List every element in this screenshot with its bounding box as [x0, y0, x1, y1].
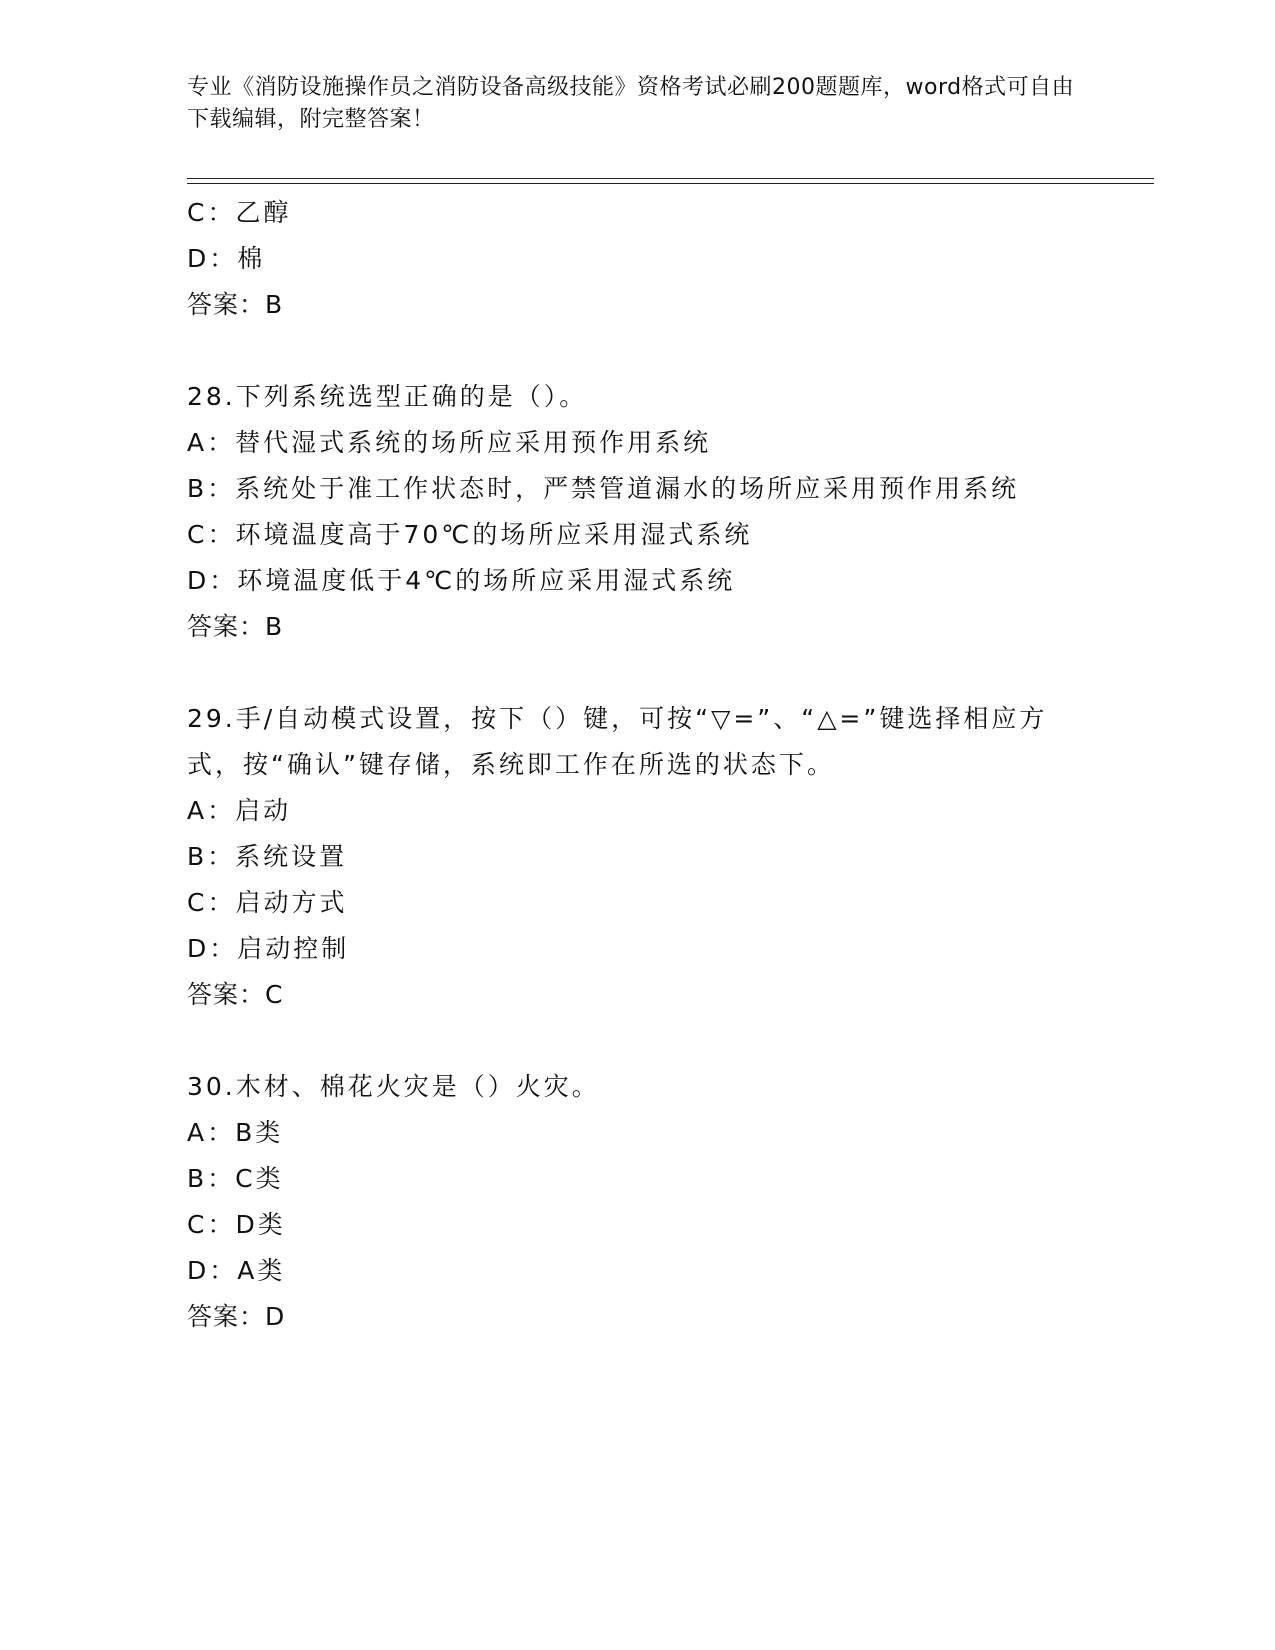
- spacer: [187, 1018, 1147, 1064]
- question-30: [187, 1064, 1147, 1340]
- question-list: [187, 190, 1147, 1340]
- answer-line: 答案：B: [187, 290, 284, 319]
- option-c: C：D类: [187, 1210, 286, 1239]
- option-a: A：启动: [187, 796, 292, 825]
- header-divider-top: [187, 178, 1154, 179]
- question-stem: 28.下列系统选型正确的是（）。: [187, 382, 588, 411]
- question-stem: 30.木材、棉花火灾是（）火灾。: [187, 1072, 600, 1101]
- question-28: [187, 374, 1147, 650]
- question-29: [187, 696, 1147, 1018]
- option-d: D：环境温度低于4℃的场所应采用湿式系统: [187, 566, 736, 595]
- question-27-continued: [187, 190, 1147, 328]
- option-d: D：A类: [187, 1256, 286, 1285]
- option-b: B：系统处于准工作状态时，严禁管道漏水的场所应采用预作用系统: [187, 474, 1020, 503]
- option-c: C：启动方式: [187, 888, 348, 917]
- answer-line: 答案：D: [187, 1302, 286, 1331]
- option-d: D：棉: [187, 244, 266, 273]
- option-a: A：替代湿式系统的场所应采用预作用系统: [187, 428, 712, 457]
- option-b: B：系统设置: [187, 842, 348, 871]
- spacer: [187, 328, 1147, 374]
- spacer: [187, 650, 1147, 696]
- option-c: C：乙醇: [187, 198, 292, 227]
- option-b: B：C类: [187, 1164, 284, 1193]
- answer-line: 答案：B: [187, 612, 284, 641]
- header-divider-bottom: [187, 183, 1154, 184]
- option-c: C：环境温度高于70℃的场所应采用湿式系统: [187, 520, 753, 549]
- question-stem: 29.手/自动模式设置，按下（）键，可按“▽=”、“△=”键选择相应方式，按“确认”键存储，系统即工作在所选的状态下。: [187, 704, 1048, 779]
- answer-line: 答案：C: [187, 980, 284, 1009]
- option-d: D：启动控制: [187, 934, 350, 963]
- document-header: 专业《消防设施操作员之消防设备高级技能》资格考试必刷200题题库，word格式可自由下载编辑，附完整答案！: [187, 75, 1075, 132]
- option-a: A：B类: [187, 1118, 284, 1147]
